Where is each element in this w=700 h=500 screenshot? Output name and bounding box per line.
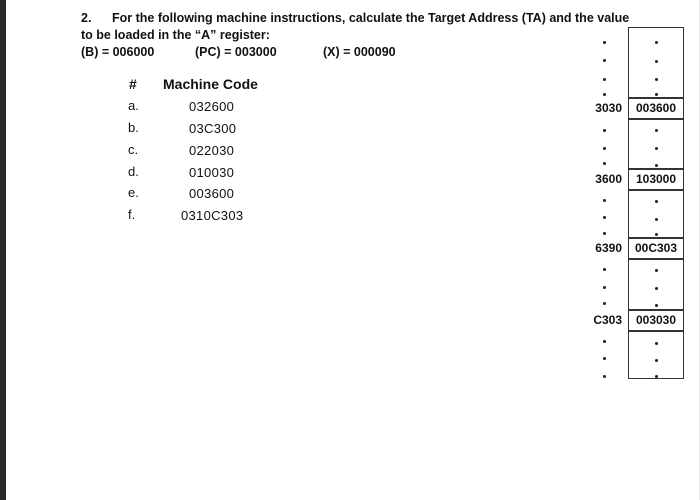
memory-cell-border	[628, 258, 684, 260]
row-code-c: 022030	[189, 143, 235, 158]
memory-value: 00C303	[634, 241, 678, 255]
memory-value: 003030	[635, 313, 677, 327]
ellipsis-dot	[603, 216, 606, 219]
row-letter-a: a.	[128, 98, 139, 113]
memory-cell-border	[628, 330, 684, 332]
memory-address: 6390	[595, 241, 622, 255]
row-letter-f: f.	[128, 207, 136, 222]
ellipsis-dot	[655, 78, 658, 81]
row-code-a: 032600	[189, 99, 235, 114]
row-code-f: 0310C303	[181, 208, 244, 223]
ellipsis-dot	[655, 269, 658, 272]
ellipsis-dot	[603, 286, 606, 289]
memory-cell-border	[628, 309, 684, 311]
memory-cell-border	[628, 118, 684, 120]
memory-value: 103000	[635, 172, 677, 186]
ellipsis-dot	[655, 93, 658, 96]
ellipsis-dot	[603, 340, 606, 343]
ellipsis-dot	[655, 304, 658, 307]
row-code-d: 010030	[189, 165, 235, 180]
row-letter-e: e.	[128, 185, 139, 200]
register-pc: (PC) = 003000	[195, 45, 277, 59]
ellipsis-dot	[603, 41, 606, 44]
row-code-b: 03C300	[189, 121, 237, 136]
ellipsis-dot	[603, 268, 606, 271]
ellipsis-dot	[655, 359, 658, 362]
memory-address: 3030	[595, 101, 622, 115]
ellipsis-dot	[603, 78, 606, 81]
hash-header: #	[129, 76, 137, 92]
row-letter-d: d.	[128, 164, 139, 179]
memory-cell-border	[628, 168, 684, 170]
ellipsis-dot	[603, 59, 606, 62]
question-text-line1: For the following machine instructions, calculate the Target Address (TA) and the value	[112, 11, 630, 25]
question-number: 2.	[81, 11, 92, 25]
ellipsis-dot	[655, 164, 658, 167]
ellipsis-dot	[655, 375, 658, 378]
ellipsis-dot	[603, 199, 606, 202]
ellipsis-dot	[603, 375, 606, 378]
ellipsis-dot	[603, 129, 606, 132]
ellipsis-dot	[603, 162, 606, 165]
photo-edge-left	[0, 0, 6, 500]
ellipsis-dot	[655, 233, 658, 236]
ellipsis-dot	[655, 41, 658, 44]
ellipsis-dot	[655, 60, 658, 63]
machine-code-header: Machine Code	[163, 76, 258, 92]
question-text-line2: to be loaded in the “A” register:	[81, 28, 270, 42]
ellipsis-dot	[603, 93, 606, 96]
ellipsis-dot	[655, 218, 658, 221]
memory-cell-border	[628, 97, 684, 99]
ellipsis-dot	[603, 232, 606, 235]
ellipsis-dot	[655, 342, 658, 345]
memory-cell-border	[628, 237, 684, 239]
ellipsis-dot	[603, 147, 606, 150]
ellipsis-dot	[655, 287, 658, 290]
ellipsis-dot	[655, 129, 658, 132]
memory-value: 003600	[635, 101, 677, 115]
row-letter-b: b.	[128, 120, 139, 135]
row-letter-c: c.	[128, 142, 139, 157]
memory-address: C303	[593, 313, 622, 327]
ellipsis-dot	[655, 200, 658, 203]
ellipsis-dot	[603, 357, 606, 360]
register-b: (B) = 006000	[81, 45, 155, 59]
ellipsis-dot	[655, 147, 658, 150]
memory-cell-border	[628, 189, 684, 191]
memory-address: 3600	[595, 172, 622, 186]
row-code-e: 003600	[189, 186, 235, 201]
register-x: (X) = 000090	[323, 45, 396, 59]
ellipsis-dot	[603, 302, 606, 305]
